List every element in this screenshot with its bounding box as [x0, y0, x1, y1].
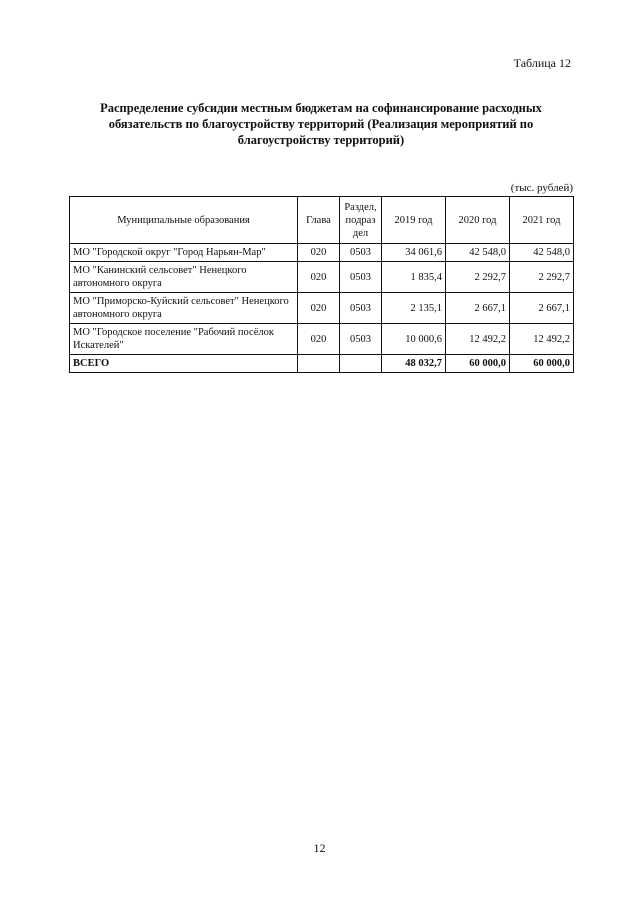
cell-2019: 10 000,6: [382, 324, 446, 355]
total-glava: [298, 355, 340, 373]
page-number: 12: [313, 841, 326, 855]
cell-name: МО "Приморско-Куйский сельсовет" Ненецкого автономного округа: [70, 293, 298, 324]
header-2021: 2021 год: [510, 197, 574, 244]
cell-2021: 42 548,0: [510, 244, 574, 262]
cell-2021: 2 292,7: [510, 262, 574, 293]
total-label: ВСЕГО: [70, 355, 298, 373]
cell-2020: 42 548,0: [446, 244, 510, 262]
header-name: Муниципальные образования: [70, 197, 298, 244]
table-row: [70, 324, 574, 355]
cell-razdel: 0503: [340, 262, 382, 293]
cell-name: МО "Канинский сельсовет" Ненецкого автономного округа: [70, 262, 298, 293]
total-2019: 48 032,7: [382, 355, 446, 373]
cell-name: МО "Городское поселение "Рабочий посёлок Искателей": [70, 324, 298, 355]
cell-2020: 12 492,2: [446, 324, 510, 355]
cell-2019: 1 835,4: [382, 262, 446, 293]
cell-glava: 020: [298, 324, 340, 355]
cell-2019: 34 061,6: [382, 244, 446, 262]
header-2019: 2019 год: [382, 197, 446, 244]
cell-2020: 2 292,7: [446, 262, 510, 293]
total-razdel: [340, 355, 382, 373]
cell-glava: 020: [298, 293, 340, 324]
table-row: [70, 244, 574, 262]
header-glava: Глава: [298, 197, 340, 244]
document-title: Распределение субсидии местным бюджетам на софинансирование расходных обязательств по благоустройству территорий (Реализация мероприятий по благоустройству территорий): [100, 101, 542, 147]
cell-razdel: 0503: [340, 293, 382, 324]
total-2021: 60 000,0: [510, 355, 574, 373]
subsidy-table: [69, 196, 574, 373]
cell-razdel: 0503: [340, 324, 382, 355]
header-2020: 2020 год: [446, 197, 510, 244]
cell-2021: 2 667,1: [510, 293, 574, 324]
table-row: [70, 293, 574, 324]
cell-2019: 2 135,1: [382, 293, 446, 324]
table-number: Таблица 12: [513, 56, 571, 70]
table-row: [70, 262, 574, 293]
header-razdel: Раздел, подраз дел: [340, 197, 382, 244]
cell-2020: 2 667,1: [446, 293, 510, 324]
cell-glava: 020: [298, 244, 340, 262]
cell-2021: 12 492,2: [510, 324, 574, 355]
total-2020: 60 000,0: [446, 355, 510, 373]
units-label: (тыс. рублей): [510, 182, 573, 194]
cell-glava: 020: [298, 262, 340, 293]
cell-name: МО "Городской округ "Город Нарьян-Мар": [70, 244, 298, 262]
total-row: [70, 355, 574, 373]
cell-razdel: 0503: [340, 244, 382, 262]
header-row: [70, 197, 574, 244]
